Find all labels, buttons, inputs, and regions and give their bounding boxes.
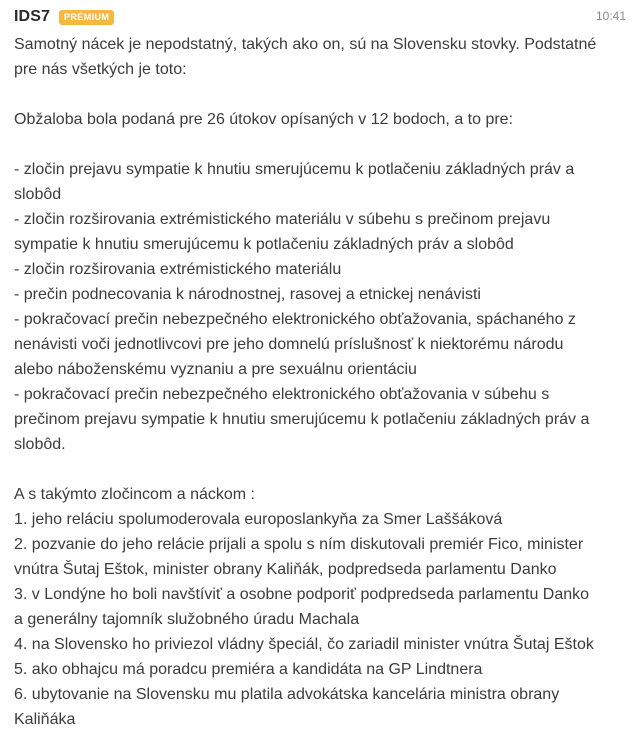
comment-line bbox=[14, 132, 626, 157]
comment-line: - pokračovací prečin nebezpečného elektronického obťažovania, spáchaného z bbox=[14, 311, 576, 328]
comment-line: 2. pozvanie do jeho relácie prijali a spolu s ním diskutovali premiér Fico, minister bbox=[14, 536, 584, 553]
comment-line: sympatie k hnutiu smerujúcemu k potlačeniu základných práv a slobôd bbox=[14, 236, 514, 253]
comment-line: - zločin rozširovania extrémistického materiálu v súbehu s prečinom prejavu bbox=[14, 211, 551, 228]
premium-badge: PRÉMIUM bbox=[59, 10, 114, 25]
comment-line: alebo náboženskému vyznaniu a pre sexuálnu orientáciu bbox=[14, 361, 417, 378]
comment-timestamp: 10:41 bbox=[595, 9, 626, 23]
comment-line: Obžaloba bola podaná pre 26 útokov opísaných v 12 bodoch, a to pre: bbox=[14, 111, 514, 128]
comment-line: 4. na Slovensko ho priviezol vládny špeciál, čo zariadil minister vnútra Šutaj Eštok bbox=[14, 636, 594, 653]
comment-line: A s takýmto zločincom a náckom : bbox=[14, 486, 255, 503]
comment-body bbox=[14, 32, 626, 732]
comment-line: vnútra Šutaj Eštok, minister obrany Kaliňák, podpredseda parlamentu Danko bbox=[14, 561, 557, 578]
comment-line: - zločin prejavu sympatie k hnutiu smerujúcemu k potlačeniu základných práv a bbox=[14, 161, 575, 178]
comment-header bbox=[14, 6, 626, 28]
comment-line bbox=[14, 82, 626, 107]
comment-line: slobôd bbox=[14, 186, 62, 203]
comment-line: 3. v Londýne ho boli navštíviť a osobne podporiť podpredseda parlamentu Danko bbox=[14, 586, 590, 603]
comment-line: 1. jeho reláciu spolumoderovala europoslankyňa za Smer Laššáková bbox=[14, 511, 503, 528]
comment-line: 5. ako obhajcu má poradcu premiéra a kandidáta na GP Lindtnera bbox=[14, 661, 483, 678]
comment-line: - prečin podnecovania k národnostnej, rasovej a etnickej nenávisti bbox=[14, 286, 481, 303]
comment-line: pre nás všetkých je toto: bbox=[14, 61, 187, 78]
comment-line: prečinom prejavu sympatie k hnutiu smerujúcemu k potlačeniu základných práv a bbox=[14, 411, 590, 428]
comment-line: 6. ubytovanie na Slovensku mu platila advokátska kancelária ministra obrany bbox=[14, 686, 560, 703]
comment-line: - pokračovací prečin nebezpečného elektronického obťažovania v súbehu s bbox=[14, 386, 550, 403]
comment-line: nenávisti voči jednotlivcovi pre jeho domnelú príslušnosť k niektorému národu bbox=[14, 336, 564, 353]
comment bbox=[14, 6, 626, 732]
comment-line: - zločin rozširovania extrémistického materiálu bbox=[14, 261, 342, 278]
comment-line: Samotný nácek je nepodstatný, takých ako on, sú na Slovensku stovky. Podstatné bbox=[14, 36, 597, 53]
username-link[interactable]: IDS7 bbox=[14, 8, 50, 25]
comment-line: slobôd. bbox=[14, 436, 66, 453]
comment-line bbox=[14, 457, 626, 482]
comment-line: a generálny tajomník služobného úradu Machala bbox=[14, 611, 360, 628]
comment-line: Kaliňáka bbox=[14, 711, 76, 728]
